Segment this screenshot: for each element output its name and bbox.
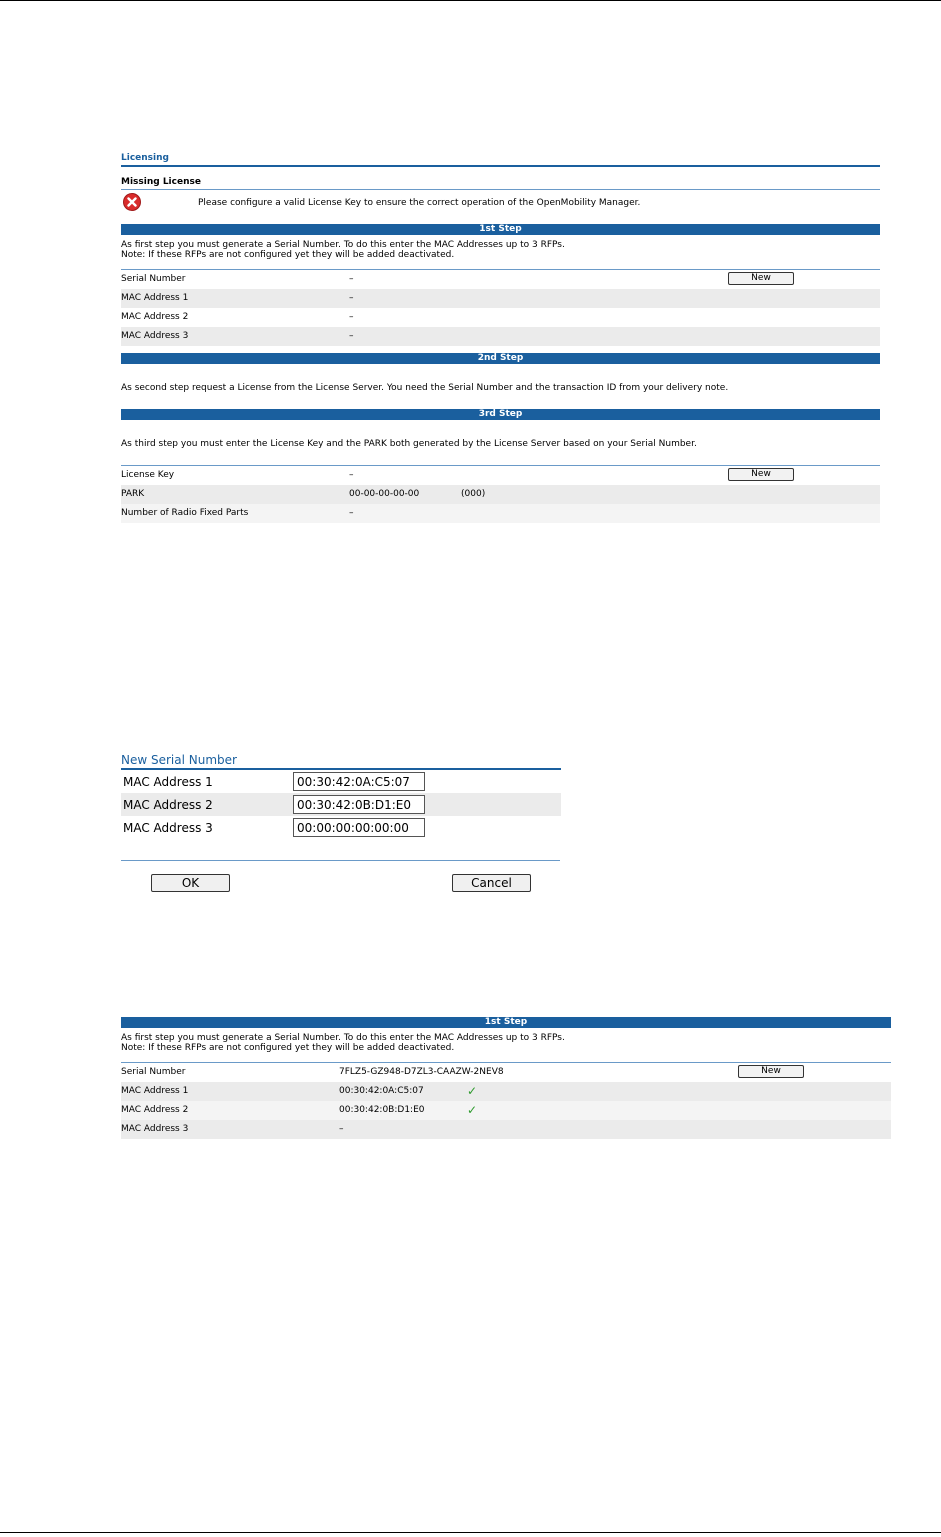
step1-result-panel <box>121 1017 891 1139</box>
row-label: Serial Number <box>121 1067 186 1077</box>
new-serial-panel <box>121 753 561 839</box>
mac-address-3-input[interactable] <box>293 818 425 837</box>
serial-mac-1-row <box>121 770 561 793</box>
serial-mac-2-row <box>121 793 561 816</box>
row-value: – <box>349 470 354 480</box>
new-license-key-button[interactable]: New <box>728 468 794 481</box>
result-mac-3-row <box>121 1120 891 1139</box>
result-text-line2: Note: If these RFPs are not configured yet they will be added deactivated. <box>121 1043 455 1053</box>
new-serial-title: New Serial Number <box>121 753 561 770</box>
checkmark-icon: ✓ <box>467 1103 478 1117</box>
mac-3-label: MAC Address 3 <box>123 821 213 835</box>
result-new-serial-button[interactable]: New <box>738 1065 804 1078</box>
row-label: MAC Address 2 <box>121 1105 189 1115</box>
step3-text: As third step you must enter the License Key and the PARK both generated by the License Server based on your Serial Number. <box>121 439 697 449</box>
mac-2-label: MAC Address 2 <box>123 798 213 812</box>
step3-bar: 3rd Step <box>121 409 880 420</box>
step2-text: As second step request a License from the License Server. You need the Serial Number and the transaction ID from your delivery note. <box>121 383 729 393</box>
row-label: Serial Number <box>121 274 186 284</box>
result-serial-number-row <box>121 1063 891 1082</box>
missing-license-title: Missing License <box>121 175 880 190</box>
mac-address-2-row <box>121 308 880 327</box>
result-step1-bar: 1st Step <box>121 1017 891 1028</box>
park-extra: (000) <box>461 489 486 499</box>
licensing-panel <box>121 152 880 523</box>
row-value: – <box>339 1124 344 1134</box>
row-value: – <box>349 293 354 303</box>
row-value: – <box>349 508 354 518</box>
checkmark-icon: ✓ <box>467 1084 478 1098</box>
step1-text-line2: Note: If these RFPs are not configured yet they will be added deactivated. <box>121 250 455 260</box>
row-value: 00:30:42:0A:C5:07 <box>339 1086 424 1096</box>
serial-number-value: 7FLZ5-GZ948-D7ZL3-CAAZW-2NEV8 <box>339 1067 504 1077</box>
row-label: MAC Address 2 <box>121 312 189 322</box>
step1-text <box>121 235 880 260</box>
radio-fixed-parts-row <box>121 504 880 523</box>
new-serial-divider <box>121 860 560 861</box>
row-label: Number of Radio Fixed Parts <box>121 508 249 518</box>
row-value: – <box>349 331 354 341</box>
result-mac-2-row <box>121 1101 891 1120</box>
result-mac-1-row <box>121 1082 891 1101</box>
page-bottom-rule <box>0 1532 941 1533</box>
row-value: – <box>349 312 354 322</box>
row-label: MAC Address 3 <box>121 331 189 341</box>
error-x-circle-icon <box>123 193 141 211</box>
result-text-line1: As first step you must generate a Serial Number. To do this enter the MAC Addresses up to 3 RFPs. <box>121 1033 565 1043</box>
row-label: MAC Address 3 <box>121 1124 189 1134</box>
cancel-button[interactable]: Cancel <box>452 874 531 892</box>
missing-license-message <box>121 190 880 216</box>
row-label: License Key <box>121 470 175 480</box>
row-label: PARK <box>121 489 145 499</box>
row-value: – <box>349 274 354 284</box>
row-value: 00:30:42:0B:D1:E0 <box>339 1105 425 1115</box>
licensing-title: Licensing <box>121 152 880 167</box>
step1-bar: 1st Step <box>121 224 880 235</box>
license-key-row <box>121 466 880 485</box>
page-top-rule <box>0 0 941 1</box>
row-label: MAC Address 1 <box>121 293 189 303</box>
serial-number-row <box>121 270 880 289</box>
result-step1-text <box>121 1028 891 1053</box>
row-value: 00-00-00-00-00 <box>349 489 420 499</box>
new-serial-button[interactable]: New <box>728 272 794 285</box>
mac-1-label: MAC Address 1 <box>123 775 213 789</box>
mac-address-1-row <box>121 289 880 308</box>
missing-license-text: Please configure a valid License Key to ensure the correct operation of the OpenMobility Manager. <box>198 198 641 208</box>
step2-bar: 2nd Step <box>121 353 880 364</box>
serial-mac-3-row <box>121 816 561 839</box>
mac-address-2-input[interactable] <box>293 795 425 814</box>
step1-text-line1: As first step you must generate a Serial Number. To do this enter the MAC Addresses up to 3 RFPs. <box>121 240 565 250</box>
mac-address-1-input[interactable] <box>293 772 425 791</box>
mac-address-3-row <box>121 327 880 346</box>
park-row <box>121 485 880 504</box>
ok-button[interactable]: OK <box>151 874 230 892</box>
row-label: MAC Address 1 <box>121 1086 189 1096</box>
